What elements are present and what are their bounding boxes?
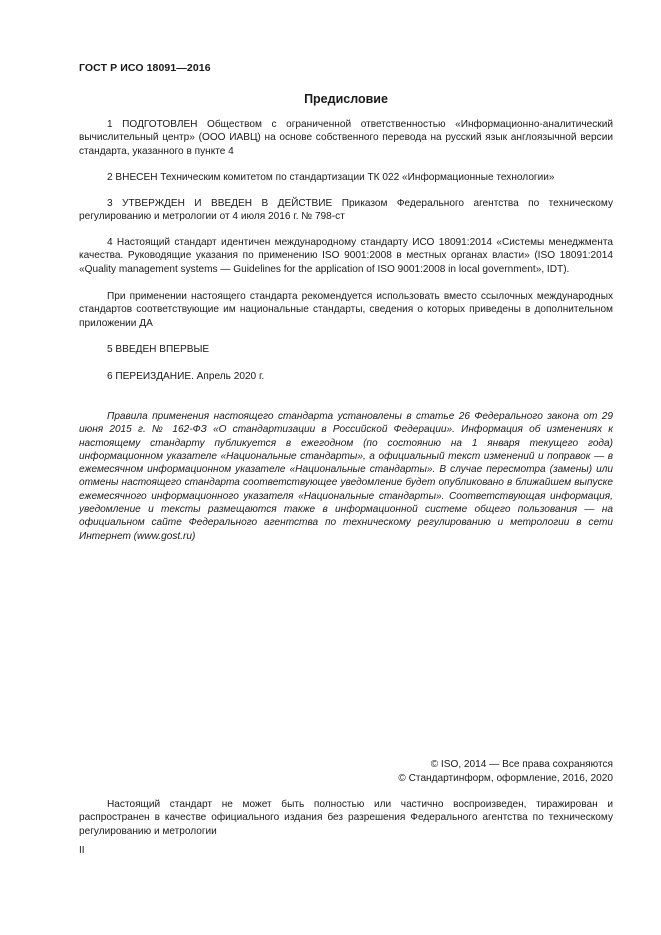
paragraph-prepared-by: 1 ПОДГОТОВЛЕН Обществом с ограниченной ответственностью «Информационно-аналитический вычислительный центр» (ООО ИАВЦ) на основе собственного перевода на русский язык англоязычной версии стандарта, указанного в пункте 4 — [79, 119, 613, 157]
paragraph-approved: 3 УТВЕРЖДЕН И ВВЕДЕН В ДЕЙСТВИЕ Приказом Федерального агентства по техническому регулированию и метрологии от 4 июля 2016 г. № 798-ст — [79, 198, 613, 223]
paragraph-introduced-by: 2 ВНЕСЕН Техническим комитетом по стандартизации ТК 022 «Информационные технологии» — [107, 172, 555, 183]
standard-identifier: ГОСТ Р ИСО 18091—2016 — [79, 62, 211, 74]
copyright-iso: © ISO, 2014 — Все права сохраняются — [430, 759, 613, 770]
legal-notice: Правила применения настоящего стандарта установлены в статье 26 Федерального закона от 29 июня 2015 г. № 162-ФЗ «О стандартизации в Российской Федерации». Информация об изменениях к настоящему стандарту публикуется в ежегодном (по состоянию на 1 января текущего года) информационном указателе «Национальные стандарты», а официальный текст изменений и поправок — в ежемесячном информационном указателе «Национальные стандарты». В случае пересмотра (замены) или отмены настоящего стандарта соответствующее уведомление будет опубликовано в ближайшем выпуске ежемесячного информационного указателя «Национальные стандарты». Соответствующая информация, уведомление и тексты размещаются также в информационной системе общего пользования — на официальном сайте Федерального агентства по техническому регулированию и метрологии в сети Интернет (www.gost.ru) — [79, 411, 613, 542]
page-title: Предисловие — [304, 92, 388, 106]
paragraph-identical-standard: 4 Настоящий стандарт идентичен международному стандарту ИСО 18091:2014 «Системы менеджмента качества. Руководящие указания по применению ISO 9001:2008 в местных органах власти» (ISO 18091:2014 «Quality management systems — Guidelines for the application of ISO 9001:2008 in local government», IDT). — [79, 237, 613, 275]
paragraph-first-introduced: 5 ВВЕДЕН ВПЕРВЫЕ — [107, 344, 210, 355]
reproduction-notice: Настоящий стандарт не может быть полностью или частично воспроизведен, тиражирован и распространен в качестве официального издания без разрешения Федерального агентства по техническому регулированию и метрологии — [79, 799, 613, 837]
paragraph-reissue: 6 ПЕРЕИЗДАНИЕ. Апрель 2020 г. — [107, 371, 265, 382]
copyright-standartinform: © Стандартинформ, оформление, 2016, 2020 — [398, 773, 613, 784]
page-number: II — [79, 845, 85, 856]
paragraph-references-note: При применении настоящего стандарта рекомендуется использовать вместо ссылочных международных стандартов соответствующие им национальные стандарты, сведения о которых приведены в дополнительном приложении ДА — [79, 291, 613, 329]
